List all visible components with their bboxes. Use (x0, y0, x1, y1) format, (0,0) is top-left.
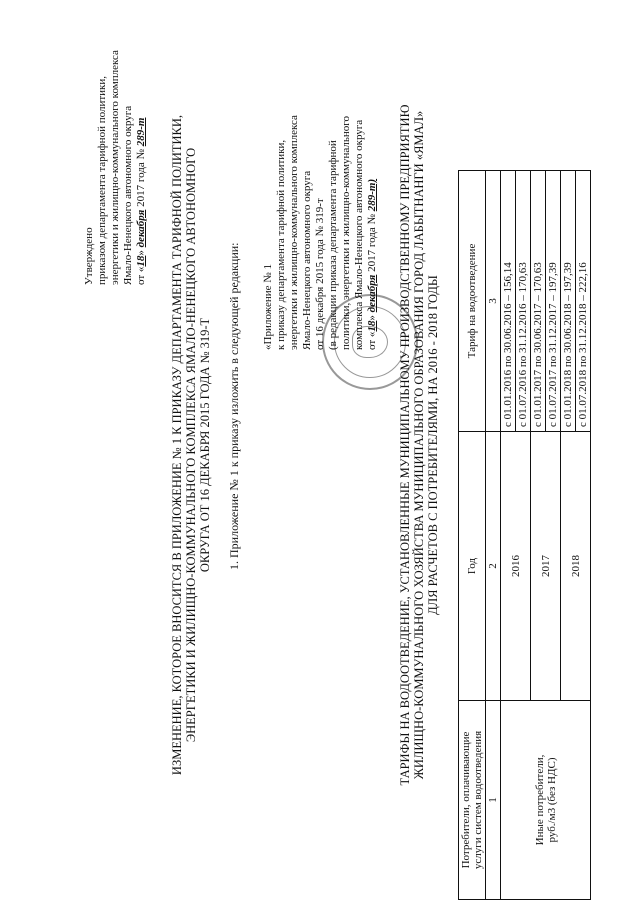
approval-line: Утверждено (83, 227, 95, 285)
tariff-cell: с 01.07.2016 по 31.12.2016 – 170,63 (516, 171, 531, 432)
appendix-month: декабря (366, 274, 378, 313)
appendix-date-line: от «18» декабря 2017 года № 289-т) (366, 178, 378, 350)
column-number: 1 (486, 701, 501, 900)
year-cell: 2018 (561, 432, 591, 701)
appendix-block: «Приложение № 1 к приказу департамента тарифной политики, энергетики и жилищно-коммунального комплекса Ямало-Ненецкого автономного округа от 16 декабря 2015 года № 319-т (в редакции приказа департамента тарифной политики, энергетики и жилищно-коммунального комплекса Ямало-Ненецкого автономного округа от «18» декабря 2017 года № 289-т) (262, 115, 378, 350)
column-number: 2 (486, 432, 501, 701)
year-cell: 2016 (501, 432, 531, 701)
year-cell: 2017 (531, 432, 561, 701)
table-row (501, 171, 516, 900)
table-title: ТАРИФЫ НА ВОДООТВЕДЕНИЕ, УСТАНОВЛЕННЫЕ МУНИЦИПАЛЬНОМУ ПРОИЗВОДСТВЕННОМУ ПРЕДПРИЯТИЮ ЖИЛИЩНО-КОММУНАЛЬНОГО ХОЗЯЙСТВА МУНИЦИПАЛЬНОГО ОБРАЗОВАНИЯ ГОРОД ЛАБЫТНАНГИ «ЯМАЛ» ДЛЯ РАСЧЕТОВ С ПОТРЕБИТЕЛЯМИ, НА 2016 - 2018 ГОДЫ (398, 104, 440, 786)
approval-month: декабря (135, 209, 147, 248)
consumer-category-cell: Иные потребители, руб./м3 (без НДС) (501, 701, 591, 900)
approval-number: 289-т (135, 117, 147, 147)
tariff-cell: с 01.01.2016 по 30.06.2016 – 156,14 (501, 171, 516, 432)
header-tariff: Тариф на водоотведение (459, 171, 486, 432)
approval-day: 18 (135, 255, 147, 267)
approval-block (83, 50, 148, 285)
approval-line: энергетики и жилищно-коммунального комплекса (109, 50, 121, 285)
tariff-cell: с 01.01.2017 по 30.06.2017 – 170,63 (531, 171, 546, 432)
table-header-row (459, 171, 486, 900)
tariff-table (458, 170, 591, 900)
approval-line: Ямало-Ненецкого автономного округа (122, 105, 134, 285)
appendix-number: 289-т) (366, 178, 378, 212)
item-1-text: 1. Приложение № 1 к приказу изложить в следующей редакции: (227, 242, 241, 570)
document-header: ИЗМЕНЕНИЕ, КОТОРОЕ ВНОСИТСЯ В ПРИЛОЖЕНИЕ № 1 К ПРИКАЗУ ДЕПАРТАМЕНТА ТАРИФНОЙ ПОЛИТИКИ, ЭНЕРГЕТИКИ И ЖИЛИЩНО-КОММУНАЛЬНОГО КОМПЛЕКСА ЯМАЛО-НЕНЕЦКОГО АВТОНОМНОГО ОКРУГА ОТ 16 ДЕКАБРЯ 2015 ГОДА № 319-Т (170, 114, 212, 776)
tariff-cell: с 01.07.2017 по 31.12.2017 – 197,39 (546, 171, 561, 432)
header-year: Год (459, 432, 486, 701)
tariff-cell: с 01.01.2018 по 30.06.2018 – 197,39 (561, 171, 576, 432)
table-number-row (486, 171, 501, 900)
appendix-day: 18 (366, 320, 378, 332)
header-consumers: Потребители, оплачивающие услуги систем водоотведения (459, 701, 486, 900)
approval-date-line: от «18» декабря 2017 года № 289-т (135, 117, 147, 285)
column-number: 3 (486, 171, 501, 432)
approval-line: приказом департамента тарифной политики, (96, 76, 108, 285)
tariff-cell: с 01.07.2018 по 31.12.2018 – 222,16 (576, 171, 591, 432)
